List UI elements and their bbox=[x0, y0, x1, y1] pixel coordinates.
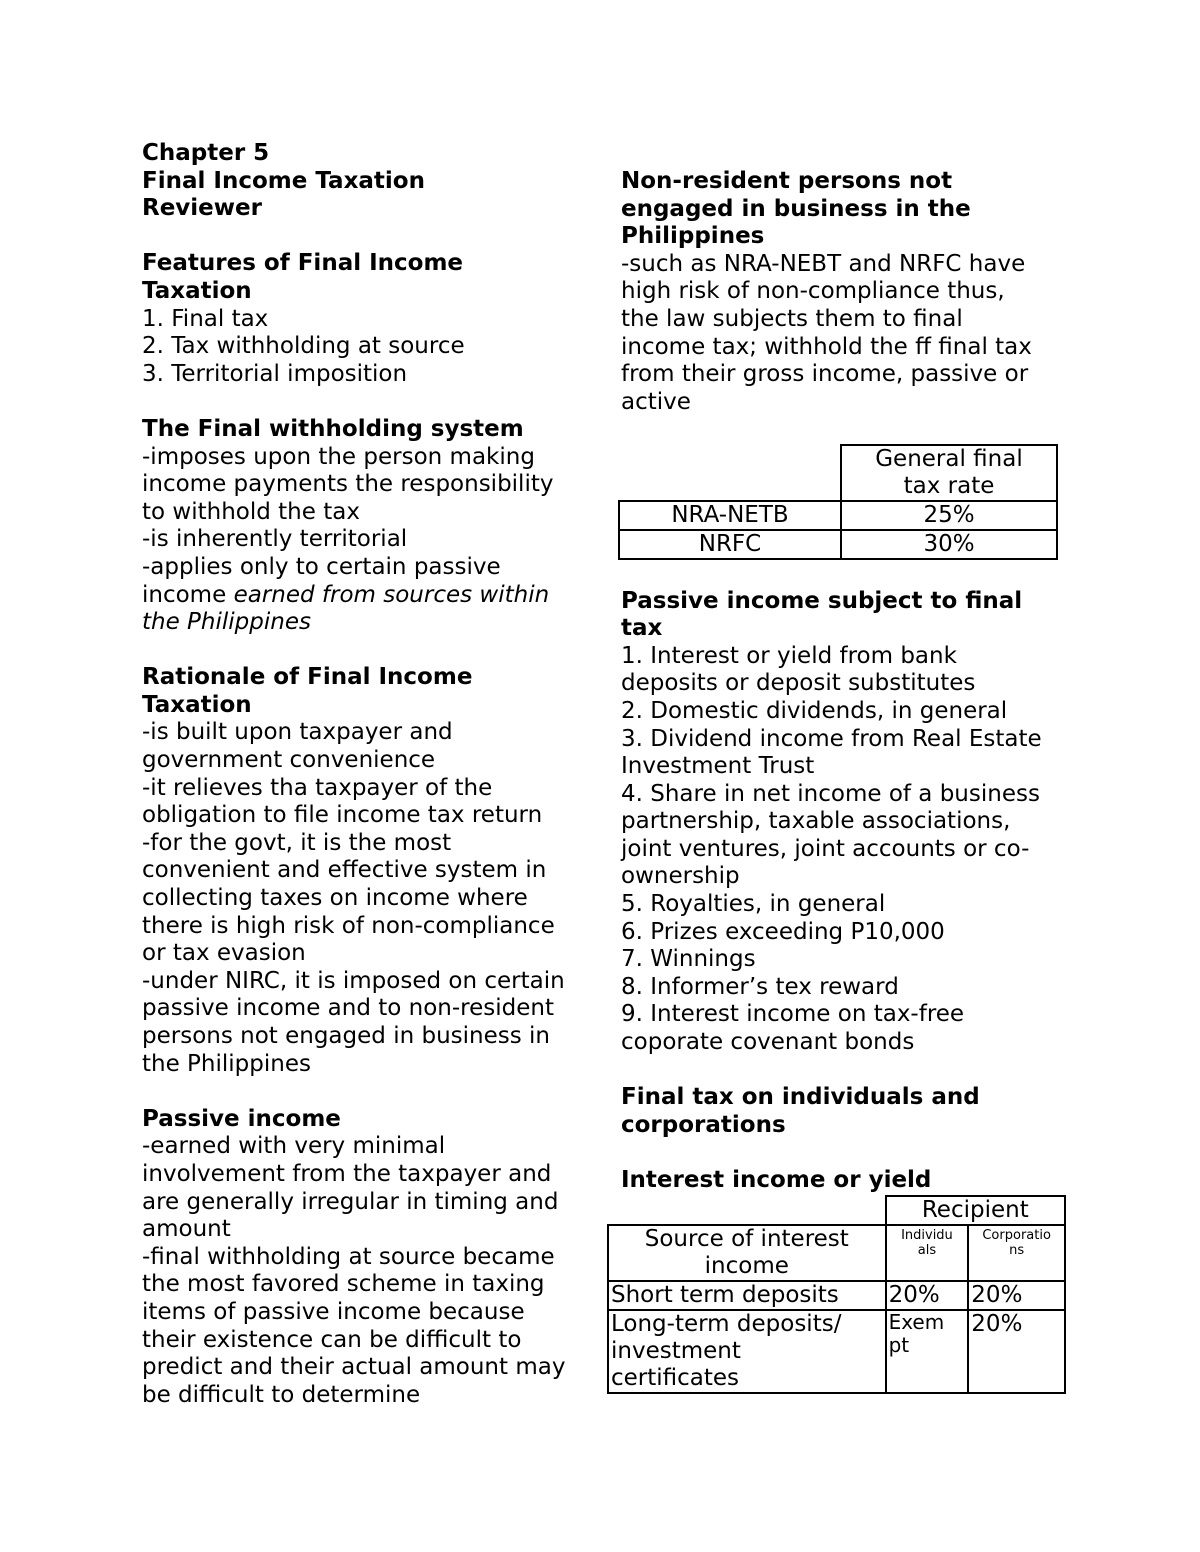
list-item: 3. Territorial imposition bbox=[142, 360, 408, 387]
nonresident-heading: Non-resident persons not bbox=[621, 168, 953, 194]
text-line: or tax evasion bbox=[142, 940, 306, 967]
source-header bbox=[608, 1225, 886, 1281]
header-text: Corporatio bbox=[982, 1227, 1051, 1243]
text-line: income tax; withhold the ff final tax bbox=[621, 333, 1032, 360]
withholding-heading: The Final withholding system bbox=[142, 415, 524, 442]
text-line: the Philippines bbox=[142, 1050, 311, 1077]
text-line: convenient and effective system in bbox=[142, 857, 547, 884]
italic-text: the Philippines bbox=[142, 609, 311, 636]
passive-subject-heading-cont: tax bbox=[621, 615, 663, 642]
nonresident-heading-cont: Philippines bbox=[621, 223, 765, 250]
list-item: 1. Interest or yield from bank bbox=[621, 642, 957, 669]
list-item: ownership bbox=[621, 863, 740, 890]
text-line: active bbox=[621, 388, 691, 415]
text-line: their existence can be difficult to bbox=[142, 1326, 522, 1353]
text-line: -it relieves tha taxpayer of the bbox=[142, 774, 493, 801]
table-cell: NRFC bbox=[619, 530, 841, 559]
text-line: collecting taxes on income where bbox=[142, 885, 528, 912]
cell-text: pt bbox=[888, 1332, 910, 1357]
table-cell: Short term deposits bbox=[608, 1281, 886, 1310]
list-item: Investment Trust bbox=[621, 753, 815, 780]
text-line: -under NIRC, it is imposed on certain bbox=[142, 967, 565, 994]
passive-subject-heading: Passive income subject to final bbox=[621, 587, 1023, 614]
text-line: -final withholding at source became bbox=[142, 1243, 555, 1270]
cell-text: certificates bbox=[611, 1364, 740, 1391]
features-heading-cont: Taxation bbox=[142, 277, 252, 304]
table-row bbox=[608, 1281, 1065, 1310]
text-line: predict and their actual amount may bbox=[142, 1354, 566, 1381]
table-cell bbox=[886, 1310, 969, 1393]
header-text: ns bbox=[1009, 1242, 1025, 1258]
text-line: -for the govt, it is the most bbox=[142, 829, 452, 856]
list-item: deposits or deposit substitutes bbox=[621, 670, 976, 697]
text-line: are generally irregular in timing and bbox=[142, 1188, 559, 1215]
features-heading: Features of Final Income bbox=[142, 250, 464, 277]
right-column bbox=[611, 168, 1066, 1394]
final-tax-heading-cont: corporations bbox=[621, 1111, 786, 1138]
rationale-heading-cont: Taxation bbox=[142, 691, 252, 718]
corporations-header bbox=[968, 1225, 1065, 1281]
table-row bbox=[619, 530, 1057, 559]
text-line: the law subjects them to final bbox=[621, 305, 963, 332]
list-item: 3. Dividend income from Real Estate bbox=[621, 725, 1042, 752]
list-item: 7. Winnings bbox=[621, 946, 756, 973]
final-tax-rate-table bbox=[618, 444, 1058, 560]
text-line: high risk of non-compliance thus, bbox=[621, 278, 1005, 305]
table-cell: 20% bbox=[886, 1281, 969, 1310]
text-line: to withhold the tax bbox=[142, 498, 360, 525]
list-item: 9. Interest income on tax-free bbox=[621, 1001, 965, 1028]
header-text: General final bbox=[875, 445, 1023, 472]
text-line: -imposes upon the person making bbox=[142, 443, 535, 470]
text-line: obligation to file income tax return bbox=[142, 802, 543, 829]
table-blank-cell bbox=[619, 445, 841, 501]
table-cell: NRA-NETB bbox=[619, 501, 841, 530]
header-text: als bbox=[917, 1242, 937, 1258]
table-row bbox=[608, 1310, 1065, 1393]
header-text: Individu bbox=[901, 1227, 953, 1243]
table-cell: 30% bbox=[841, 530, 1057, 559]
document-subtitle: Reviewer bbox=[142, 195, 262, 222]
list-item: 1. Final tax bbox=[142, 305, 269, 332]
list-item: 4. Share in net income of a business bbox=[621, 780, 1040, 807]
text-line: -is built upon taxpayer and bbox=[142, 719, 453, 746]
text-line: the most favored scheme in taxing bbox=[142, 1271, 545, 1298]
recipient-header: Recipient bbox=[886, 1196, 1065, 1225]
list-item: 2. Domestic dividends, in general bbox=[621, 697, 1008, 724]
text-line: government convenience bbox=[142, 747, 436, 774]
text-line: from their gross income, passive or bbox=[621, 361, 1029, 388]
final-tax-heading: Final tax on individuals and bbox=[621, 1084, 980, 1111]
italic-text: earned from sources within bbox=[233, 581, 550, 608]
text-line: involvement from the taxpayer and bbox=[142, 1160, 552, 1187]
table-cell bbox=[608, 1310, 886, 1393]
interest-income-table bbox=[607, 1195, 1066, 1394]
cell-text: Exem bbox=[888, 1309, 945, 1334]
text-line: be difficult to determine bbox=[142, 1381, 421, 1408]
list-item: coporate covenant bonds bbox=[621, 1029, 915, 1056]
header-text: Source of interest bbox=[644, 1225, 849, 1252]
rationale-heading: Rationale of Final Income bbox=[142, 664, 473, 691]
text-fragment: income bbox=[142, 581, 234, 608]
text-line: income payments the responsibility bbox=[142, 471, 554, 498]
list-item: 6. Prizes exceeding P10,000 bbox=[621, 918, 945, 945]
interest-heading: Interest income or yield bbox=[621, 1167, 932, 1193]
text-line: -such as NRA-NEBT and NRFC have bbox=[621, 250, 1026, 277]
cell-text: investment bbox=[611, 1337, 741, 1364]
individuals-header bbox=[886, 1225, 969, 1281]
text-line: there is high risk of non-compliance bbox=[142, 912, 555, 939]
table-row bbox=[619, 501, 1057, 530]
text-line: -is inherently territorial bbox=[142, 526, 408, 553]
document-title: Final Income Taxation bbox=[142, 167, 425, 194]
left-column bbox=[142, 140, 587, 1409]
list-item: 8. Informer’s tex reward bbox=[621, 973, 899, 1000]
list-item: joint ventures, joint accounts or co- bbox=[621, 835, 1030, 862]
nonresident-heading-cont: engaged in business in the bbox=[621, 195, 971, 222]
table-header-row bbox=[608, 1225, 1065, 1281]
list-item: partnership, taxable associations, bbox=[621, 808, 1011, 835]
cell-text: Long-term deposits/ bbox=[611, 1310, 842, 1337]
table-header-cell bbox=[841, 445, 1057, 501]
text-line: passive income and to non-resident bbox=[142, 995, 555, 1022]
table-header-row bbox=[619, 445, 1057, 501]
list-item: 5. Royalties, in general bbox=[621, 891, 886, 918]
text-line: -earned with very minimal bbox=[142, 1133, 446, 1160]
text-line: persons not engaged in business in bbox=[142, 1023, 550, 1049]
text-line: amount bbox=[142, 1216, 231, 1243]
list-item: 2. Tax withholding at source bbox=[142, 333, 465, 360]
header-text: income bbox=[704, 1252, 789, 1279]
header-text: tax rate bbox=[903, 472, 995, 499]
table-cell: 20% bbox=[968, 1310, 1065, 1393]
table-blank-cell bbox=[608, 1196, 886, 1225]
text-line bbox=[142, 582, 587, 610]
text-line: items of passive income because bbox=[142, 1298, 525, 1325]
passive-income-heading: Passive income bbox=[142, 1105, 341, 1132]
text-line: -applies only to certain passive bbox=[142, 553, 501, 580]
chapter-label: Chapter 5 bbox=[142, 140, 270, 166]
table-header-row bbox=[608, 1196, 1065, 1225]
table-cell: 25% bbox=[841, 501, 1057, 530]
table-cell: 20% bbox=[968, 1281, 1065, 1310]
